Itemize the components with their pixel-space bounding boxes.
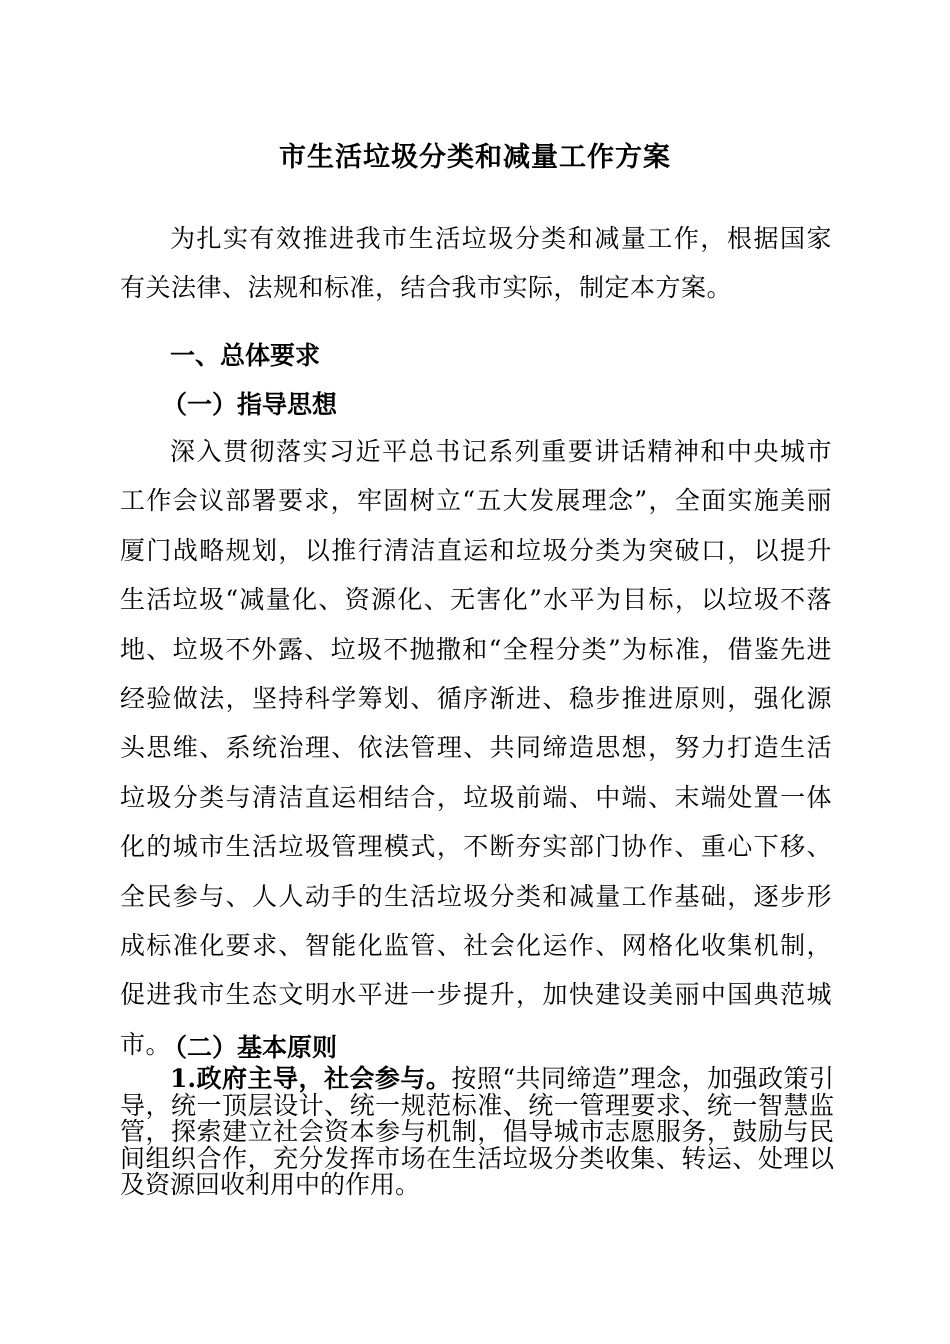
principle-1-paragraph [120, 1066, 834, 1199]
subsection-heading-guiding-ideology: （一）指导思想 [162, 390, 338, 419]
document-title: 市生活垃圾分类和减量工作方案 [279, 142, 671, 173]
principle-1-body: 按照“共同缔造”理念，加强政策引导，统一顶层设计、统一规范标准、统一管理要求、统一智慧监管，探索建立社会资本参与机制，倡导城市志愿服务，鼓励与民间组织合作，充分发挥市场在生活垃圾分类收集、转运、处理以及资源回收利用中的作用。 [120, 1064, 834, 1199]
guiding-ideology-paragraph: 深入贯彻落实习近平总书记系列重要讲话精神和中央城市工作会议部署要求，牢固树立“五大发展理念”，全面实施美丽厦门战略规划，以推行清洁直运和垃圾分类为突破口，以提升生活垃圾“减量化、资源化、无害化”水平为目标，以垃圾不落地、垃圾不外露、垃圾不抛撒和“全程分类”为标准，借鉴先进经验做法，坚持科学筹划、循序渐进、稳步推进原则，强化源头思维、系统治理、依法管理、共同缔造思想，努力打造生活垃圾分类与清洁直运相结合，垃圾前端、中端、末端处置一体化的城市生活垃圾管理模式，不断夯实部门协作、重心下移、全民参与、人人动手的生活垃圾分类和减量工作基础，逐步形成标准化要求、智能化监管、社会化运作、网格化收集机制，促进我市生态文明水平进一步提升，加快建设美丽中国典范城市。 [120, 437, 832, 1059]
subsection-heading-basic-principles: （二）基本原则 [162, 1033, 338, 1062]
intro-paragraph: 为扎实有效推进我市生活垃圾分类和减量工作，根据国家有关法律、法规和标准，结合我市实际，制定本方案。 [120, 224, 832, 303]
principle-1-lead: 1.政府主导，社会参与。 [170, 1064, 452, 1093]
section-heading-general-requirements: 一、总体要求 [170, 341, 321, 370]
